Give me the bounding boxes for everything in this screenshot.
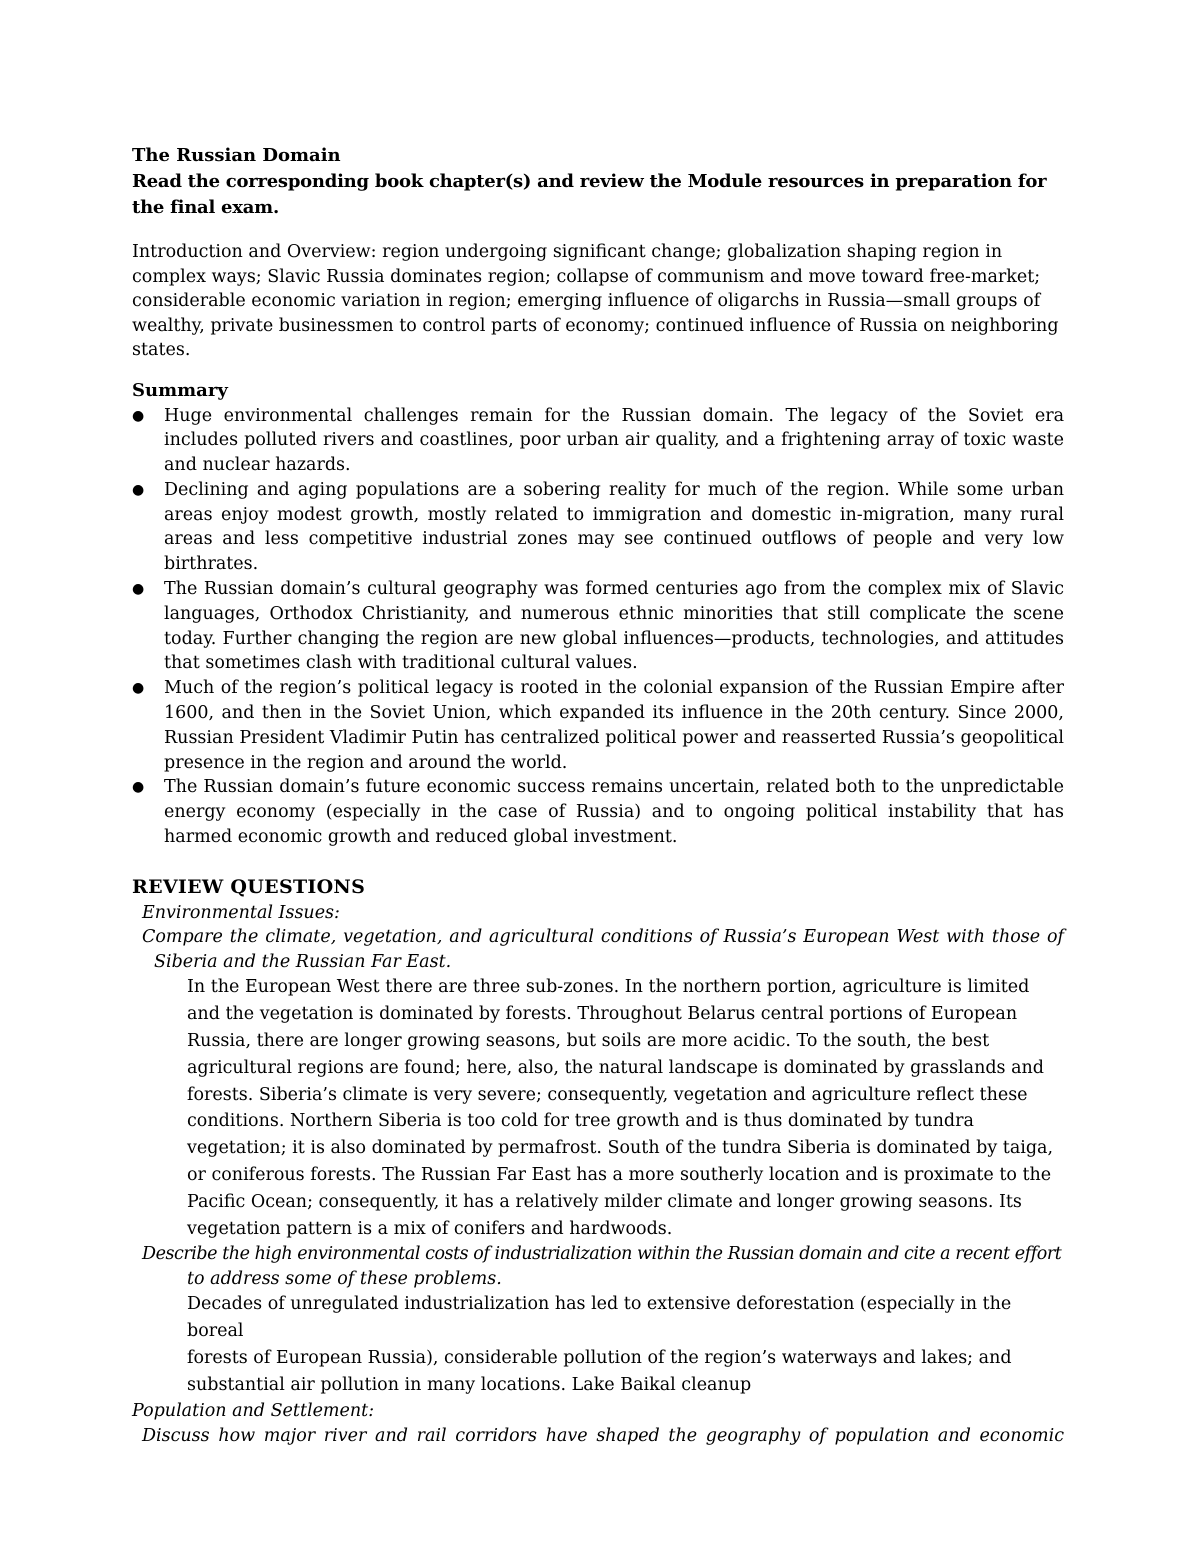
bullet-icon: ● [132,779,145,796]
summary-item [132,577,1064,676]
summary-item-text: Declining and aging populations are a sobering reality for much of the region. While some urban areas enjoy modest growth, mostly related to immigration and domestic in-migration, many rural areas and less competitive industrial zones may see continued outflows of people and very low birthrates. [164,479,1064,575]
document-title: The Russian Domain [132,145,341,166]
answer-1-line: Pacific Ocean; consequently, it has a relatively milder climate and longer growing seasons. Its [187,1191,1022,1212]
answer-1 [132,974,1064,1242]
summary-item-text: The Russian domain’s future economic success remains uncertain, related both to the unpredictable energy economy (especially in the case of Russia) and to ongoing political instability that has harmed economic growth and reduced global investment. [164,777,1064,848]
summary-item [132,676,1064,775]
answer-2-line: substantial air pollution in many locations. Lake Baikal cleanup [187,1375,752,1396]
answer-1-line: In the European West there are three sub-zones. In the northern portion, agriculture is limited [187,977,1030,998]
review-questions-heading: REVIEW QUESTIONS [132,875,366,898]
question-3: Discuss how major river and rail corridors have shaped the geography of population and economic [142,1426,1064,1447]
answer-1-line: vegetation; it is also dominated by permafrost. South of the tundra Siberia is dominated by taiga, [187,1138,1054,1159]
answer-2-line: Decades of unregulated industrialization has led to extensive deforestation (especially in the boreal [187,1294,1012,1342]
answer-1-line: agricultural regions are found; here, also, the natural landscape is dominated by grasslands and [187,1057,1045,1078]
summary-item-text: The Russian domain’s cultural geography was formed centuries ago from the complex mix of Slavic languages, Orthodox Christianity, and numerous ethnic minorities that still complicate the scene today. Further changing the region are new global influences—products, technologies, and attitudes that sometimes clash with traditional cultural values. [164,579,1064,674]
question-1-line: Siberia and the Russian Far East. [154,951,452,972]
intro-paragraph: Introduction and Overview: region undergoing significant change; globalization shaping region in complex ways; Slavic Russia dominates region; collapse of communism and move toward free-market; considerable economic variation in region; emerging influence of oligarchs in Russia—small groups of wealthy, private businessmen to control parts of economy; continued influence of Russia on neighboring states. [132,242,1059,360]
summary-item-text: Much of the region’s political legacy is rooted in the colonial expansion of the Russian Empire after 1600, and then in the Soviet Union, which expanded its influence in the 20th century. Since 2000, Russian President Vladimir Putin has centralized political power and reasserted Russia’s geopolitical presence in the region and around the world. [164,678,1064,773]
answer-1-line: forests. Siberia’s climate is very severe; consequently, vegetation and agriculture reflect these [187,1084,1028,1105]
environmental-issues-heading: Environmental Issues: [142,902,340,923]
summary-item [132,478,1064,577]
answer-2-line: forests of European Russia), considerable pollution of the region’s waterways and lakes; and [187,1348,1012,1369]
answer-2 [132,1291,1064,1399]
summary-list [132,404,1064,850]
answer-1-line: conditions. Northern Siberia is too cold for tree growth and is thus dominated by tundra [187,1111,974,1132]
question-2-line: to address some of these problems. [187,1268,502,1289]
summary-item-text: Huge environmental challenges remain for the Russian domain. The legacy of the Soviet era includes polluted rivers and coastlines, poor urban air quality, and a frightening array of toxic waste and nuclear hazards. [164,405,1064,476]
answer-1-line: Russia, there are longer growing seasons, but soils are more acidic. To the south, the best [187,1031,990,1052]
question-1-line: Compare the climate, vegetation, and agricultural conditions of Russia’s European West with those of [142,926,1064,947]
bullet-icon: ● [132,581,145,598]
question-1 [132,925,1064,975]
question-2-line: Describe the high environmental costs of industrialization within the Russian domain and cite a recent effort [142,1244,1062,1265]
bullet-icon: ● [132,407,145,424]
summary-item [132,404,1064,478]
answer-1-line: vegetation pattern is a mix of conifers and hardwoods. [187,1218,673,1239]
bullet-icon: ● [132,481,145,498]
population-settlement-heading: Population and Settlement: [132,1401,375,1422]
question-2 [132,1242,1064,1267]
summary-heading: Summary [132,379,228,401]
document-content [132,143,1064,1449]
answer-1-line: or coniferous forests. The Russian Far East has a more southerly location and is proximate to the [187,1165,1052,1186]
document-subtitle: Read the corresponding book chapter(s) and review the Module resources in preparation for the final exam. [132,171,1047,218]
answer-1-line: and the vegetation is dominated by forests. Throughout Belarus central portions of European [187,1004,1018,1025]
summary-item [132,775,1064,849]
bullet-icon: ● [132,680,145,697]
